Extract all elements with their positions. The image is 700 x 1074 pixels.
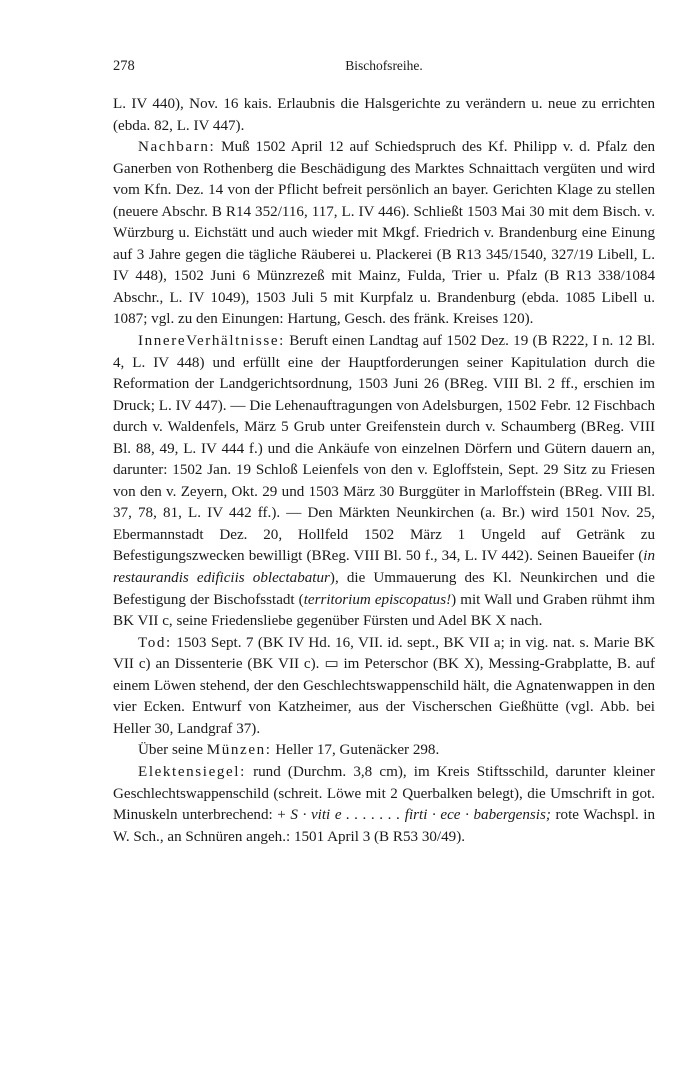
- paragraph-text: rund (Durchm. 3,8 cm), im Kreis Stiftsschild, darunter kleiner Geschlechtswappenschild (schreit. Löwe mit 2 Querbalken belegt), die Umschrift in got. Minuskeln unterbrechend: +: [113, 763, 655, 824]
- page: [113, 58, 655, 848]
- latin-quote: territorium episcopatus!: [303, 591, 452, 608]
- paragraph-text: Heller 17, Gutenäcker 298.: [271, 742, 440, 759]
- paragraph-muenzen: [113, 740, 655, 762]
- section-lead: Münzen:: [206, 742, 272, 759]
- paragraph-text: ) mit Wall und Graben rühmt ihm BK VII c, seine Friedensliebe gegenüber Fürsten und Adel BK X nach.: [113, 591, 655, 630]
- paragraph-text: L. IV 440), Nov. 16 kais. Erlaubnis die Halsgerichte zu verändern u. neue zu errichten (ebda. 82, L. IV 447).: [113, 96, 655, 134]
- section-lead: Elektensiegel:: [138, 763, 246, 780]
- grave-symbol: ▭: [324, 656, 339, 673]
- body-text: [113, 94, 655, 848]
- paragraph-elektensiegel: [113, 762, 655, 848]
- paragraph-text: Über seine: [138, 742, 207, 759]
- section-lead: Nachbarn:: [138, 139, 216, 156]
- paragraph-text: Muß 1502 April 12 auf Schiedspruch des Kf. Philipp v. d. Pfalz den Ganerben von Rothenberg die Beschädigung des Marktes Schnaittach vergüten und wird vom Kfn. Dez. 14 von der Pflicht befreit persönlich an bayer. Gerichten Klage zu stellen (neuere Abschr. B R14 352/116, 117, L. IV 446). Schließt 1503 Mai 30 mit dem Bisch. v. Würzburg u. Eichstätt und auch wieder mit Mkgf. Friedrich v. Brandenburg eine Einung auf 3 Jahre gegen die tägliche Räuberei u. Plackerei (B R13 345/1540, 327/19 Libell, L. IV 448), 1502 Juni 6 Münzrezeß mit Mainz, Fulda, Trier u. Pfalz (B R13 338/1084 Abschr., L. IV 1049), 1503 Juli 5 mit Kurpfalz u. Brandenburg (ebda. 1085 Libell u. 1087; vgl. zu den Einungen: Hartung, Gesch. des fränk. Kreises 120).: [113, 139, 655, 328]
- paragraph-text: rote Wachspl. in W. Sch., an Schnüren angeh.: 1501 April 3 (B R53 30/49).: [113, 807, 656, 845]
- paragraph-nachbarn: [113, 137, 655, 331]
- seal-inscription: S · viti e . . . . . . . firti · ece · babergensis;: [290, 807, 551, 824]
- running-head: Bischofsreihe.: [345, 58, 423, 73]
- paragraph-continued: [113, 94, 655, 137]
- page-header: [113, 58, 655, 84]
- paragraph-tod: [113, 633, 655, 741]
- page-number: 278: [113, 58, 135, 74]
- paragraph-text: Beruft einen Landtag auf 1502 Dez. 19 (B R222, I n. 12 Bl. 4, L. IV 448) und erfüllt eine der Hauptforderungen seiner Kapitulation durch die Reformation der Landgerichtsordnung, 1503 Juni 26 (BReg. VIII Bl. 2 ff., erschien im Druck; L. IV 447). — Die Lehenauftragungen von Adelsburgen, 1502 Febr. 12 Fischbach durch v. Waldenfels, März 5 Grub unter Greifenstein durch v. Schaumberg (BReg. VIII Bl. 88, 49, L. IV 444 f.) und die Ankäufe von einzelnen Dörfern und Gütern dauern an, darunter: 1502 Jan. 19 Schloß Leienfels von den v. Egloffstein, Sept. 29 Sitz zu Friesen von den v. Zeyern, Okt. 29 und 1503 März 30 Burggüter in Marloffstein (BReg. VIII Bl. 37, 78, 81, L. IV 442 ff.). — Den Märkten Neunkirchen (a. Br.) wird 1501 Nov. 25, Ebermannstadt Dez. 20, Hollfeld 1502 März 1 Ungeld auf Getränk zu Befestigungszwecken bewilligt (BReg. VIII Bl. 50 f., 34, L. IV 442). Seinen Baueifer (: [113, 333, 655, 565]
- paragraph-text: 1503 Sept. 7 (BK IV Hd. 16, VII. id. sept., BK VII a; in vig. nat. s. Marie BK VII c) an Dissenterie (BK VII c).: [113, 634, 655, 673]
- paragraph-text: ), die Ummauerung des Kl. Neunkirchen und die Befestigung der Bischofsstadt (: [113, 570, 655, 608]
- paragraph-text: im Peterschor (BK X), Messing-Grabplatte, B. auf einem Löwen stehend, der den Geschlechtswappenschild hält, die Agnatenwappen in den vier Ecken. Entwurf von Katzheimer, aus der Vischerschen Gießhütte (vgl. Abb. bei Heller 30, Landgraf 37).: [113, 656, 655, 737]
- latin-quote: in restaurandis edificiis oblectabatur: [113, 548, 655, 587]
- section-lead: Tod:: [138, 634, 172, 651]
- section-lead: InnereVerhältnisse:: [138, 333, 285, 350]
- paragraph-innere-verhaeltnisse: [113, 331, 655, 633]
